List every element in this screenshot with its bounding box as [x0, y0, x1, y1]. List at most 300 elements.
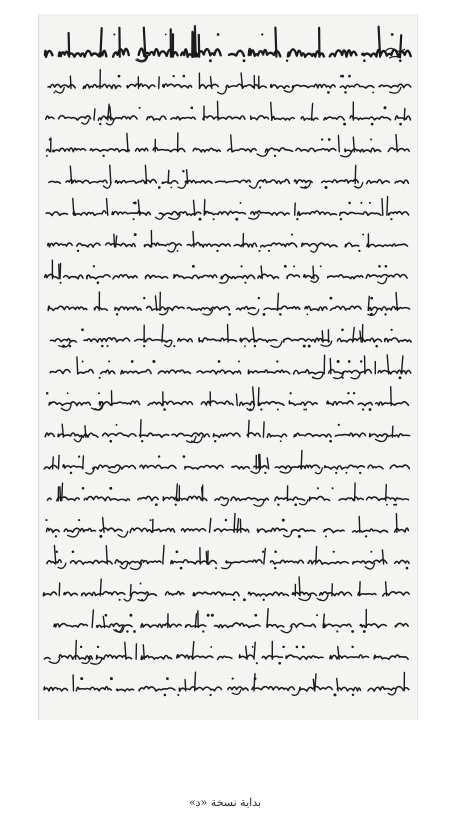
handwriting-dot	[399, 123, 402, 126]
handwriting-dot	[45, 519, 47, 521]
handwriting-stroke	[386, 484, 387, 500]
handwriting-stroke	[221, 500, 228, 506]
handwriting-dot	[365, 535, 367, 537]
handwriting-stroke	[54, 545, 55, 564]
handwriting-stroke	[109, 468, 120, 473]
handwriting-stroke	[168, 246, 176, 252]
handwriting-stroke	[195, 26, 196, 57]
handwriting-stroke	[185, 680, 186, 691]
handwriting-dot	[406, 567, 409, 570]
handwriting-stroke	[53, 457, 54, 469]
handwriting-dot	[67, 392, 69, 394]
handwriting-dot	[259, 250, 261, 252]
handwriting-dot	[93, 265, 95, 267]
handwriting-dot	[304, 186, 307, 189]
handwriting-stroke	[160, 309, 168, 314]
handwriting-stroke	[388, 690, 396, 695]
handwriting-dot	[243, 598, 246, 601]
handwriting-stroke	[144, 28, 146, 57]
handwriting-stroke	[108, 104, 109, 120]
handwriting-stroke	[322, 331, 323, 342]
handwriting-dot	[261, 33, 263, 35]
manuscript-text-line	[44, 450, 409, 474]
handwriting-dot	[244, 345, 246, 347]
handwriting-dot	[333, 551, 335, 553]
handwriting-dot	[279, 313, 282, 316]
handwriting-stroke	[70, 76, 71, 88]
handwriting-dot	[371, 123, 374, 126]
handwriting-dot	[182, 170, 184, 172]
handwriting-dot	[108, 360, 110, 362]
handwriting-stroke	[258, 388, 259, 406]
handwriting-stroke	[59, 264, 60, 279]
handwriting-dot	[327, 91, 330, 94]
handwriting-stroke	[248, 420, 249, 437]
handwriting-stroke	[110, 165, 111, 183]
handwriting-stroke	[85, 426, 86, 438]
handwriting-dot	[176, 550, 179, 553]
handwriting-stroke	[317, 595, 328, 601]
handwriting-dot	[390, 218, 392, 220]
handwriting-stroke	[107, 199, 108, 216]
handwriting-dot	[370, 139, 372, 141]
manuscript-text-line	[48, 292, 409, 316]
handwriting-dot	[209, 59, 212, 62]
handwriting-dot	[280, 440, 282, 442]
handwriting-stroke	[82, 119, 89, 124]
handwriting-stroke	[382, 550, 383, 564]
handwriting-dot	[165, 34, 167, 36]
handwriting-dot	[139, 107, 141, 109]
handwriting-stroke	[48, 243, 408, 248]
handwriting-stroke	[44, 655, 408, 660]
handwriting-dot	[134, 233, 137, 236]
handwriting-dot	[256, 662, 258, 664]
handwriting-stroke	[156, 214, 164, 219]
handwriting-stroke	[77, 357, 78, 374]
handwriting-dot	[110, 677, 113, 680]
handwriting-stroke	[168, 170, 169, 183]
handwriting-stroke	[400, 35, 401, 57]
handwriting-dot	[241, 265, 243, 267]
handwriting-dot	[370, 297, 373, 300]
handwriting-dot	[338, 424, 340, 426]
handwriting-stroke	[46, 211, 408, 216]
handwriting-dot	[173, 75, 175, 77]
handwriting-dot	[386, 504, 388, 506]
handwriting-stroke	[281, 627, 292, 633]
handwriting-stroke	[130, 584, 131, 595]
manuscript-text-line	[48, 483, 409, 506]
handwriting-stroke	[50, 369, 411, 374]
handwriting-dot	[72, 551, 75, 554]
handwriting-dot	[291, 234, 293, 236]
handwriting-stroke	[54, 623, 408, 628]
manuscript-text-line	[45, 420, 409, 443]
handwriting-stroke	[194, 200, 195, 215]
handwriting-stroke	[360, 582, 361, 596]
handwriting-stroke	[50, 338, 411, 342]
manuscript-text-line	[54, 609, 408, 633]
handwriting-dot	[183, 455, 186, 458]
handwriting-dot	[274, 551, 277, 554]
manuscript-text-line	[49, 165, 409, 189]
handwriting-dot	[337, 360, 340, 363]
handwriting-dot	[384, 313, 386, 315]
manuscript-text-line	[46, 133, 409, 157]
handwriting-dot	[363, 59, 366, 62]
handwriting-stroke	[249, 183, 257, 189]
handwriting-dot	[238, 361, 240, 363]
handwriting-dot	[262, 313, 265, 316]
handwriting-stroke	[94, 109, 95, 120]
handwriting-dot	[143, 297, 145, 299]
handwriting-dot	[369, 408, 372, 411]
handwriting-dot	[274, 155, 276, 157]
handwriting-dot	[264, 472, 266, 474]
handwriting-dot	[131, 360, 134, 363]
handwriting-dot	[118, 75, 121, 78]
handwriting-dot	[99, 377, 101, 379]
handwriting-dot	[109, 487, 112, 490]
handwriting-dot	[274, 567, 276, 569]
handwriting-stroke	[315, 468, 322, 474]
handwriting-stroke	[76, 640, 77, 659]
handwriting-dot	[215, 567, 217, 569]
handwriting-dot	[49, 138, 51, 140]
handwriting-dot	[210, 646, 212, 648]
handwriting-dot	[399, 59, 402, 62]
handwriting-stroke	[295, 203, 296, 215]
manuscript-heading-line	[45, 26, 411, 62]
handwriting-stroke	[145, 165, 146, 183]
handwriting-dot	[262, 551, 264, 553]
handwriting-dot	[141, 599, 143, 601]
handwriting-stroke	[193, 231, 194, 247]
handwriting-dot	[216, 250, 218, 252]
handwriting-stroke	[271, 341, 282, 347]
handwriting-stroke	[275, 28, 276, 57]
handwriting-dot	[81, 328, 84, 331]
page-caption: بداية نسخة «د»	[188, 796, 262, 809]
manuscript-text-line	[48, 70, 411, 94]
handwriting-stroke	[116, 236, 117, 247]
handwriting-dot	[294, 503, 297, 506]
handwriting-dot	[240, 202, 242, 204]
handwriting-dot	[143, 345, 145, 347]
handwriting-dot	[254, 614, 257, 617]
handwriting-dot	[134, 201, 137, 204]
handwriting-dot	[233, 599, 235, 601]
manuscript-text-line	[50, 325, 411, 348]
handwriting-dot	[395, 504, 397, 506]
handwriting-stroke	[100, 28, 101, 57]
handwriting-dot	[378, 265, 381, 268]
handwriting-stroke	[218, 87, 227, 94]
handwriting-stroke	[192, 642, 193, 660]
handwriting-dot	[99, 535, 102, 538]
handwriting-dot	[362, 234, 364, 236]
handwriting-stroke	[59, 583, 60, 596]
handwriting-dot	[109, 440, 112, 443]
handwriting-dot	[302, 646, 305, 649]
handwriting-stroke	[396, 514, 397, 533]
handwriting-dot	[126, 630, 128, 632]
manuscript-text-line	[46, 197, 408, 221]
handwriting-stroke	[271, 102, 272, 120]
handwriting-dot	[321, 138, 323, 140]
handwriting-dot	[391, 329, 393, 331]
handwriting-dot	[277, 409, 279, 411]
handwriting-dot	[199, 218, 202, 221]
handwriting-stroke	[74, 436, 82, 442]
handwriting-dot	[46, 155, 48, 157]
handwriting-dot	[152, 360, 155, 363]
handwriting-dot	[190, 106, 193, 109]
handwriting-stroke	[92, 610, 93, 628]
handwriting-dot	[352, 694, 354, 696]
handwriting-dot	[175, 504, 177, 506]
handwriting-dot	[282, 519, 285, 522]
handwriting-stroke	[83, 456, 84, 469]
handwriting-stroke	[162, 325, 163, 343]
handwriting-stroke	[254, 642, 255, 659]
handwriting-dot	[180, 567, 183, 570]
handwriting-dot	[113, 33, 115, 35]
handwriting-dot	[177, 250, 179, 252]
handwriting-stroke	[236, 394, 237, 406]
handwriting-dot	[140, 583, 142, 585]
handwriting-stroke	[316, 547, 317, 565]
handwriting-stroke	[46, 116, 411, 121]
handwriting-dot	[119, 599, 121, 601]
manuscript-text-line	[50, 355, 411, 379]
handwriting-dot	[209, 694, 211, 696]
handwriting-dot	[393, 504, 395, 506]
handwriting-dot	[316, 614, 318, 616]
handwriting-dot	[360, 360, 362, 362]
handwriting-stroke	[127, 133, 128, 151]
handwriting-stroke	[44, 465, 409, 469]
handwriting-stroke	[301, 450, 302, 469]
handwriting-stroke	[284, 531, 292, 536]
handwriting-stroke	[206, 552, 207, 564]
handwriting-dot	[293, 265, 295, 267]
handwriting-stroke	[143, 645, 144, 659]
handwriting-dot	[244, 282, 246, 284]
handwriting-stroke	[44, 687, 409, 692]
handwriting-stroke	[45, 433, 409, 437]
handwriting-dot	[342, 377, 344, 379]
manuscript-text-line	[43, 577, 409, 601]
handwriting-dot	[277, 504, 279, 506]
handwriting-dot	[340, 218, 342, 220]
handwriting-dot	[263, 599, 265, 601]
handwriting-dot	[344, 91, 347, 94]
handwriting-stroke	[47, 560, 409, 565]
handwriting-dot	[164, 694, 167, 697]
handwriting-dot	[320, 265, 322, 267]
handwriting-dot	[353, 392, 355, 394]
handwriting-stroke	[48, 306, 409, 310]
handwriting-stroke	[386, 582, 387, 596]
handwriting-stroke	[159, 77, 160, 89]
handwriting-dot	[170, 187, 172, 189]
handwriting-stroke	[355, 483, 356, 501]
handwriting-dot	[80, 677, 83, 680]
handwriting-stroke	[379, 27, 381, 57]
handwriting-dot	[101, 345, 103, 347]
handwriting-stroke	[299, 577, 300, 596]
handwriting-stroke	[62, 483, 63, 501]
handwriting-dot	[348, 360, 351, 363]
handwriting-dot	[133, 218, 135, 220]
manuscript-text-line	[46, 387, 408, 411]
handwriting-dot	[243, 59, 246, 62]
handwriting-stroke	[248, 309, 258, 314]
manuscript-text-line	[45, 260, 407, 284]
handwriting-dot	[173, 345, 175, 347]
handwriting-dot	[370, 313, 373, 316]
handwriting-stroke	[204, 200, 205, 216]
handwriting-dot	[60, 282, 62, 284]
handwriting-dot	[53, 91, 55, 93]
handwriting-dot	[363, 630, 366, 633]
manuscript-text-line	[44, 672, 409, 696]
handwriting-stroke	[234, 513, 235, 532]
handwriting-dot	[268, 250, 270, 252]
handwriting-stroke	[47, 528, 409, 533]
handwriting-dot	[235, 218, 238, 221]
handwriting-dot	[249, 408, 251, 410]
manuscript-text-line	[45, 513, 408, 538]
handwriting-stroke	[260, 454, 261, 469]
handwriting-stroke	[292, 690, 299, 695]
handwriting-stroke	[60, 263, 61, 278]
handwriting-dot	[225, 519, 227, 521]
handwriting-dot	[329, 440, 332, 443]
handwriting-stroke	[315, 674, 316, 691]
handwriting-dot	[252, 646, 254, 648]
handwriting-dot	[334, 693, 337, 696]
handwriting-dot	[211, 614, 214, 617]
handwriting-dot	[360, 202, 362, 204]
handwriting-dot	[379, 440, 381, 442]
handwriting-stroke	[118, 531, 128, 537]
handwriting-stroke	[45, 274, 407, 279]
handwriting-dot	[369, 202, 371, 204]
manuscript-text-line	[48, 231, 408, 253]
handwriting-dot	[102, 155, 104, 157]
handwriting-dot	[343, 123, 346, 126]
manuscript-text-line	[44, 640, 408, 664]
handwriting-stroke	[391, 387, 392, 406]
handwriting-dot	[80, 646, 82, 648]
handwriting-stroke	[140, 420, 141, 437]
handwriting-dot	[286, 59, 288, 61]
handwriting-dot	[133, 630, 136, 633]
handwriting-dot	[370, 551, 372, 553]
handwriting-stroke	[60, 487, 61, 501]
handwriting-dot	[217, 33, 220, 36]
handwriting-stroke	[69, 33, 70, 57]
handwriting-dot	[158, 455, 160, 457]
handwriting-dot	[384, 106, 387, 109]
manuscript-text-line	[47, 545, 409, 569]
handwriting-dot	[282, 646, 285, 649]
handwriting-dot	[62, 345, 65, 348]
manuscript-text-line	[46, 101, 411, 125]
handwriting-stroke	[62, 424, 63, 437]
handwriting-stroke	[59, 455, 60, 469]
handwriting-dot	[289, 392, 291, 394]
handwriting-dot	[202, 630, 204, 632]
handwriting-stroke	[195, 672, 196, 691]
handwriting-dot	[97, 646, 99, 648]
handwriting-stroke	[263, 422, 264, 437]
handwriting-stroke	[163, 546, 164, 565]
handwriting-dot	[70, 472, 72, 474]
handwriting-dot	[232, 678, 234, 680]
manuscript-handwriting	[39, 14, 417, 720]
handwriting-dot	[348, 75, 351, 78]
handwriting-stroke	[264, 549, 266, 565]
handwriting-dot	[329, 297, 332, 300]
handwriting-stroke	[267, 609, 268, 628]
handwriting-dot	[207, 614, 210, 617]
handwriting-stroke	[360, 331, 361, 342]
handwriting-stroke	[210, 519, 211, 533]
handwriting-dot	[183, 75, 186, 78]
handwriting-dot	[69, 345, 71, 347]
handwriting-dot	[276, 360, 278, 362]
handwriting-stroke	[278, 293, 279, 310]
handwriting-dot	[328, 138, 331, 141]
handwriting-dot	[325, 186, 328, 189]
handwriting-dot	[116, 313, 118, 315]
handwriting-dot	[78, 519, 80, 521]
handwriting-stroke	[43, 592, 409, 596]
handwriting-dot	[99, 123, 101, 125]
handwriting-stroke	[100, 579, 101, 596]
handwriting-dot	[106, 345, 108, 347]
handwriting-dot	[166, 677, 169, 680]
handwriting-dot	[375, 345, 378, 348]
handwriting-dot	[325, 535, 327, 537]
handwriting-dot	[129, 614, 132, 617]
handwriting-dot	[150, 519, 152, 521]
handwriting-stroke	[338, 136, 339, 152]
handwriting-stroke	[351, 373, 360, 379]
handwriting-stroke	[387, 197, 388, 216]
handwriting-dot	[259, 186, 261, 188]
handwriting-dot	[317, 487, 319, 489]
handwriting-dot	[55, 535, 57, 537]
handwriting-stroke	[365, 356, 366, 374]
handwriting-dot	[332, 487, 334, 489]
handwriting-stroke	[178, 183, 186, 189]
handwriting-stroke	[257, 151, 268, 156]
handwriting-dot	[296, 218, 298, 220]
handwriting-stroke	[330, 358, 331, 373]
handwriting-dot	[305, 409, 307, 411]
handwriting-dot	[351, 630, 354, 633]
handwriting-dot	[284, 265, 287, 268]
handwriting-dot	[218, 360, 221, 363]
handwriting-dot	[258, 297, 260, 299]
handwriting-stroke	[312, 104, 313, 121]
handwriting-dot	[298, 535, 301, 538]
